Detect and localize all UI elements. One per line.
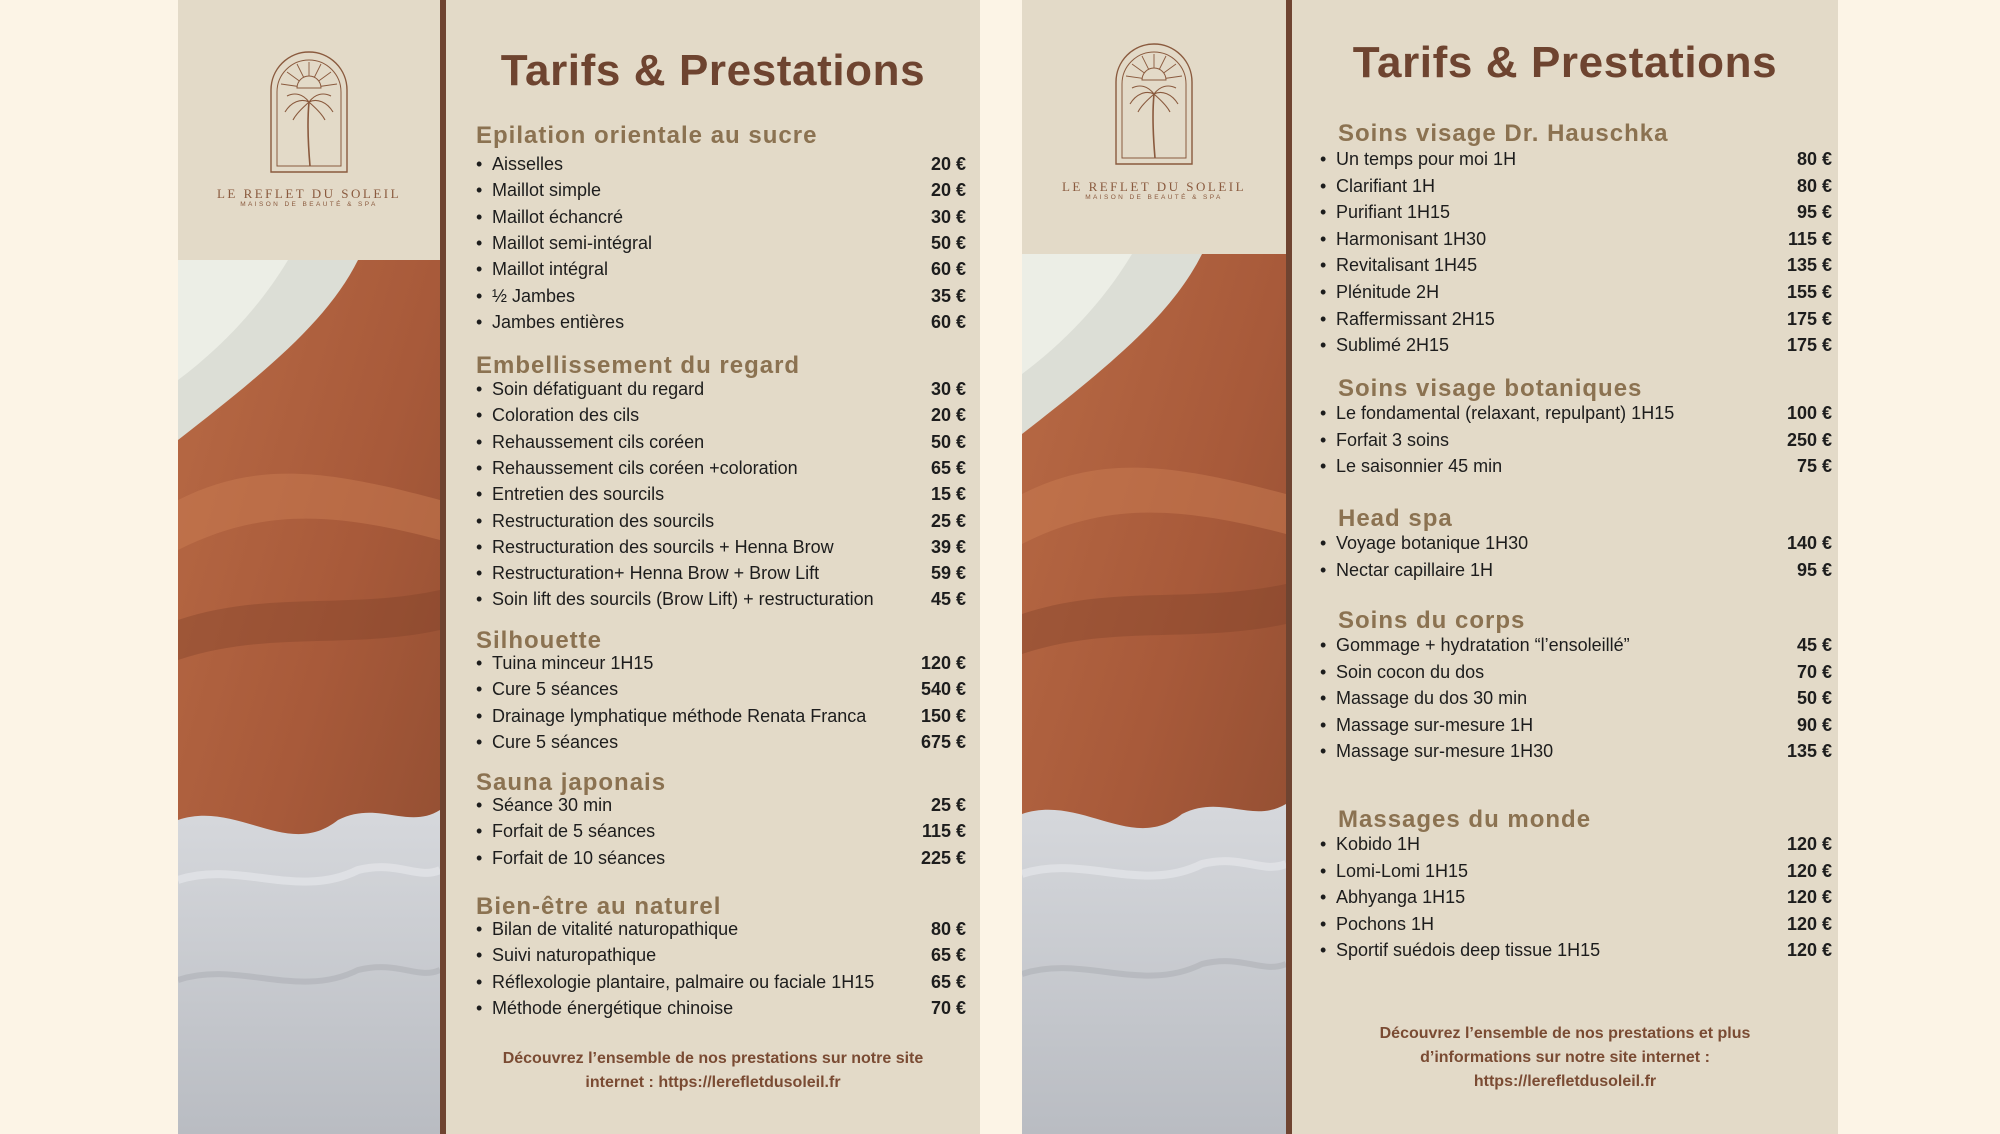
price-row (476, 998, 966, 1018)
price-row (1320, 887, 1832, 907)
service-price: 35 € (930, 285, 966, 306)
service-price: 675 € (920, 731, 966, 752)
section-heading: Bien-être au naturel (476, 893, 722, 920)
bullet-icon: • (476, 971, 483, 992)
service-price: 70 € (930, 997, 966, 1018)
service-label: Gommage + hydratation “l’ensoleillé” (1336, 635, 1630, 655)
service-label: Soin défatiguant du regard (492, 379, 705, 399)
service-price: 120 € (920, 653, 966, 673)
service-label: Méthode énergétique chinoise (492, 997, 734, 1018)
bullet-icon: • (1320, 940, 1327, 961)
service-price: 75 € (1796, 456, 1832, 477)
service-label: Restructuration des sourcils + Henna Brow (492, 536, 834, 557)
service-label: Suivi naturopathique (492, 945, 657, 966)
service-price: 25 € (930, 795, 966, 815)
service-price: 20 € (930, 154, 966, 174)
price-row (476, 511, 966, 531)
price-row (476, 286, 966, 306)
service-label: Jambes entières (492, 311, 625, 332)
service-price: 39 € (930, 536, 966, 557)
service-price: 50 € (930, 431, 966, 452)
service-label: Purifiant 1H15 (1336, 202, 1451, 223)
bullet-icon: • (476, 563, 483, 584)
service-label: Maillot intégral (492, 259, 609, 280)
service-price: 70 € (1796, 661, 1832, 682)
bullet-icon: • (476, 945, 483, 966)
spa-photo (1022, 254, 1286, 1134)
bullet-icon: • (1320, 913, 1327, 934)
price-row (476, 484, 966, 504)
bullet-icon: • (1320, 456, 1327, 477)
price-row (476, 589, 966, 609)
section-heading: Soins du corps (1338, 607, 1526, 634)
bullet-icon: • (476, 919, 483, 939)
service-price: 30 € (930, 206, 966, 227)
brand-tagline: MAISON DE BEAUTÉ & SPA (240, 201, 378, 208)
service-label: Aisselles (492, 154, 564, 174)
price-row (476, 180, 966, 200)
price-row (1320, 715, 1832, 735)
service-price: 45 € (930, 589, 966, 610)
service-label: Un temps pour moi 1H (1336, 149, 1517, 169)
bullet-icon: • (1320, 282, 1327, 302)
service-label: Restructuration des sourcils (492, 510, 715, 531)
service-label: Restructuration+ Henna Brow + Brow Lift (492, 563, 820, 584)
service-label: Clarifiant 1H (1336, 175, 1436, 196)
price-row (1320, 309, 1832, 329)
section-heading: Massages du monde (1338, 806, 1592, 833)
bullet-icon: • (476, 536, 483, 557)
bullet-icon: • (476, 653, 483, 673)
bullet-icon: • (476, 311, 483, 332)
bullet-icon: • (476, 705, 483, 726)
service-price: 120 € (1786, 860, 1832, 881)
service-label: Cure 5 séances (492, 679, 619, 700)
palm-arch-logo-icon (1112, 40, 1196, 166)
price-row (1320, 403, 1832, 423)
bullet-icon: • (1320, 533, 1327, 553)
price-row (476, 458, 966, 478)
price-row (476, 972, 966, 992)
service-label: Harmonisant 1H30 (1336, 228, 1487, 249)
bullet-icon: • (1320, 714, 1327, 735)
service-price: 65 € (930, 945, 966, 966)
bullet-icon: • (1320, 255, 1327, 276)
palm-arch-logo-icon (267, 48, 351, 174)
service-price: 150 € (920, 705, 966, 726)
service-label: Revitalisant 1H45 (1336, 255, 1478, 276)
service-label: Forfait de 5 séances (492, 821, 656, 842)
price-row (476, 207, 966, 227)
service-label: Nectar capillaire 1H (1336, 559, 1494, 580)
service-price: 155 € (1786, 282, 1832, 302)
brand-name: LE REFLET DU SOLEIL (1061, 179, 1247, 194)
footer-line: https://lerefletdusoleil.fr (1473, 1073, 1657, 1090)
bullet-icon: • (476, 847, 483, 868)
service-label: ½ Jambes (492, 285, 576, 306)
service-price: 65 € (930, 457, 966, 478)
service-price: 60 € (930, 259, 966, 280)
service-label: Entretien des sourcils (492, 484, 665, 505)
price-row (1320, 560, 1832, 580)
price-row (476, 919, 966, 939)
section-heading: Sauna japonais (476, 769, 667, 796)
price-row (476, 563, 966, 583)
price-row (1320, 533, 1832, 553)
bullet-icon: • (476, 795, 483, 815)
brand-name: LE REFLET DU SOLEIL (216, 186, 402, 201)
price-list-right (1292, 0, 1838, 1134)
bullet-icon: • (476, 821, 483, 842)
service-price: 59 € (930, 563, 966, 584)
price-row (1320, 834, 1832, 854)
bullet-icon: • (476, 379, 483, 399)
price-row (1320, 149, 1832, 169)
section-heading: Soins visage botaniques (1338, 375, 1643, 402)
service-price: 120 € (1786, 887, 1832, 908)
section-heading: Soins visage Dr. Hauschka (1338, 120, 1669, 147)
footer-line: Découvrez l’ensemble de nos prestations sur notre site (502, 1050, 924, 1067)
bullet-icon: • (1320, 228, 1327, 249)
price-row (1320, 335, 1832, 355)
service-price: 115 € (1787, 228, 1832, 249)
bullet-icon: • (1320, 860, 1327, 881)
price-row (1320, 229, 1832, 249)
service-label: Bilan de vitalité naturopathique (492, 919, 739, 939)
service-label: Kobido 1H (1336, 834, 1421, 854)
bullet-icon: • (1320, 635, 1327, 655)
price-row (1320, 456, 1832, 476)
price-row (1320, 282, 1832, 302)
bullet-icon: • (1320, 688, 1327, 709)
service-label: Abhyanga 1H15 (1336, 887, 1466, 908)
service-label: Massage du dos 30 min (1336, 688, 1528, 709)
sidebar-right (1022, 0, 1286, 1134)
price-row (476, 945, 966, 965)
service-price: 50 € (930, 232, 966, 253)
price-row (476, 432, 966, 452)
menu-panel-right (1022, 0, 1838, 1134)
price-row (476, 233, 966, 253)
bullet-icon: • (1320, 308, 1327, 329)
price-row (476, 848, 966, 868)
price-row (476, 679, 966, 699)
bullet-icon: • (1320, 887, 1327, 908)
service-price: 135 € (1786, 255, 1832, 276)
bullet-icon: • (476, 457, 483, 478)
service-label: Soin lift des sourcils (Brow Lift) + restructuration (492, 589, 874, 610)
service-price: 90 € (1796, 714, 1832, 735)
service-price: 540 € (920, 679, 966, 700)
service-price: 45 € (1796, 635, 1832, 655)
bullet-icon: • (476, 154, 483, 174)
menu-panel-left (178, 0, 980, 1134)
service-label: Drainage lymphatique méthode Renata Franca (492, 705, 867, 726)
bullet-icon: • (1320, 429, 1327, 450)
price-row (1320, 255, 1832, 275)
price-row (1320, 914, 1832, 934)
service-label: Cure 5 séances (492, 731, 619, 752)
service-label: Le fondamental (relaxant, repulpant) 1H15 (1336, 403, 1675, 423)
service-label: Massage sur-mesure 1H30 (1336, 741, 1554, 762)
price-row (1320, 176, 1832, 196)
price-row (476, 312, 966, 332)
service-label: Plénitude 2H (1336, 282, 1440, 302)
spa-photo (178, 260, 440, 1134)
footer-line: d’informations sur notre site internet : (1420, 1049, 1710, 1066)
price-row (1320, 940, 1832, 960)
section-heading: Embellissement du regard (476, 352, 801, 379)
price-row (476, 795, 966, 815)
service-label: Sublimé 2H15 (1336, 335, 1450, 356)
service-label: Maillot simple (492, 180, 602, 201)
price-row (476, 821, 966, 841)
footer-line: internet : https://lerefletdusoleil.fr (585, 1074, 841, 1091)
service-price: 175 € (1786, 335, 1832, 356)
page-title: Tarifs & Prestations (1352, 38, 1778, 87)
bullet-icon: • (476, 484, 483, 505)
service-price: 80 € (1796, 175, 1832, 196)
bullet-icon: • (476, 206, 483, 227)
price-row (1320, 202, 1832, 222)
price-row (476, 154, 966, 174)
service-label: Raffermissant 2H15 (1336, 308, 1495, 329)
service-price: 100 € (1786, 403, 1832, 423)
price-list-left (446, 0, 980, 1134)
price-row (476, 653, 966, 673)
service-price: 60 € (930, 311, 966, 332)
price-row (1320, 635, 1832, 655)
bullet-icon: • (1320, 403, 1327, 423)
service-price: 95 € (1796, 559, 1832, 580)
service-price: 250 € (1786, 429, 1832, 450)
bullet-icon: • (476, 679, 483, 700)
service-label: Le saisonnier 45 min (1336, 456, 1503, 477)
price-row (1320, 861, 1832, 881)
bullet-icon: • (1320, 335, 1327, 356)
website-footer (1292, 1022, 1838, 1094)
section-heading: Epilation orientale au sucre (476, 122, 818, 149)
service-price: 80 € (930, 919, 966, 939)
price-row (476, 259, 966, 279)
bullet-icon: • (476, 997, 483, 1018)
bullet-icon: • (476, 405, 483, 426)
price-row (476, 537, 966, 557)
bullet-icon: • (476, 431, 483, 452)
page-title: Tarifs & Prestations (500, 46, 926, 95)
service-label: Soin cocon du dos (1336, 661, 1485, 682)
bullet-icon: • (1320, 559, 1327, 580)
bullet-icon: • (476, 589, 483, 610)
service-label: Maillot échancré (492, 206, 624, 227)
service-label: Forfait 3 soins (1336, 429, 1450, 450)
skin-towel-image (1022, 254, 1286, 1134)
service-price: 120 € (1786, 940, 1832, 961)
service-label: Maillot semi-intégral (492, 232, 653, 253)
sidebar-left (178, 0, 440, 1134)
logo-block (1022, 0, 1286, 254)
price-row (1320, 662, 1832, 682)
service-price: 120 € (1786, 913, 1832, 934)
service-price: 135 € (1786, 741, 1832, 762)
service-price: 95 € (1796, 202, 1832, 223)
service-label: Lomi-Lomi 1H15 (1336, 860, 1469, 881)
logo-block (178, 0, 440, 260)
brand-tagline: MAISON DE BEAUTÉ & SPA (1085, 194, 1223, 201)
service-label: Voyage botanique 1H30 (1336, 533, 1529, 553)
bullet-icon: • (476, 180, 483, 201)
skin-towel-image (178, 260, 440, 1134)
service-price: 20 € (930, 180, 966, 201)
service-price: 120 € (1786, 834, 1832, 854)
bullet-icon: • (476, 510, 483, 531)
service-price: 175 € (1786, 308, 1832, 329)
price-row (1320, 741, 1832, 761)
bullet-icon: • (1320, 834, 1327, 854)
service-price: 25 € (930, 510, 966, 531)
footer-line: Découvrez l’ensemble de nos prestations et plus (1379, 1025, 1751, 1042)
bullet-icon: • (1320, 741, 1327, 762)
service-price: 115 € (921, 821, 966, 842)
website-footer (446, 1047, 980, 1095)
service-label: Forfait de 10 séances (492, 847, 666, 868)
bullet-icon: • (476, 731, 483, 752)
service-label: Rehaussement cils coréen +coloration (492, 457, 798, 478)
service-label: Pochons 1H (1336, 913, 1435, 934)
bullet-icon: • (1320, 202, 1327, 223)
price-row (1320, 430, 1832, 450)
bullet-icon: • (476, 232, 483, 253)
price-row (476, 405, 966, 425)
service-price: 225 € (920, 847, 966, 868)
service-label: Massage sur-mesure 1H (1336, 714, 1534, 735)
service-label: Séance 30 min (492, 795, 613, 815)
service-price: 15 € (930, 484, 966, 505)
service-price: 30 € (930, 379, 966, 399)
price-row (476, 732, 966, 752)
service-label: Sportif suédois deep tissue 1H15 (1336, 940, 1601, 961)
section-heading: Silhouette (476, 627, 603, 654)
service-label: Rehaussement cils coréen (492, 431, 705, 452)
service-label: Réflexologie plantaire, palmaire ou faciale 1H15 (492, 971, 875, 992)
price-row (476, 706, 966, 726)
service-price: 140 € (1786, 533, 1832, 553)
price-row (476, 379, 966, 399)
bullet-icon: • (1320, 149, 1327, 169)
price-row (1320, 688, 1832, 708)
bullet-icon: • (476, 259, 483, 280)
service-label: Tuina minceur 1H15 (492, 653, 654, 673)
section-heading: Head spa (1338, 505, 1453, 532)
bullet-icon: • (1320, 175, 1327, 196)
service-price: 65 € (930, 971, 966, 992)
service-price: 80 € (1796, 149, 1832, 169)
service-price: 20 € (930, 405, 966, 426)
bullet-icon: • (1320, 661, 1327, 682)
service-price: 50 € (1796, 688, 1832, 709)
bullet-icon: • (476, 285, 483, 306)
service-label: Coloration des cils (492, 405, 640, 426)
